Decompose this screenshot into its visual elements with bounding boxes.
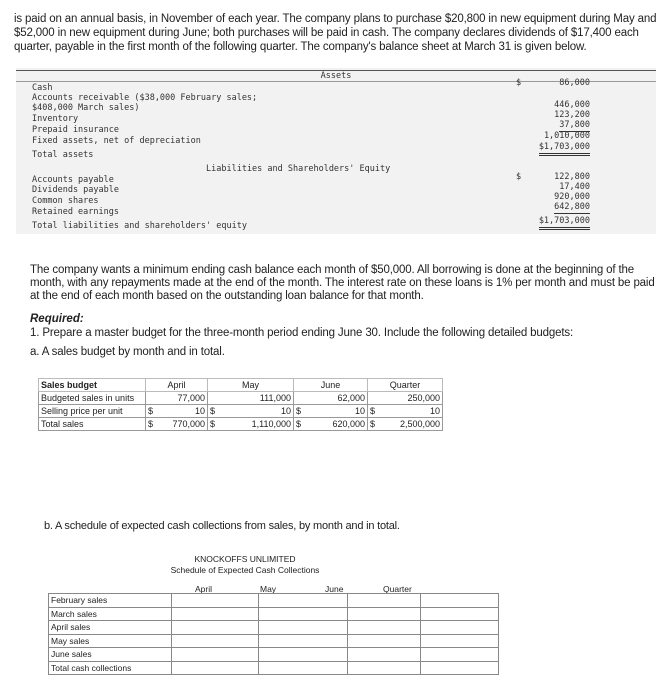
required-heading: Required: bbox=[30, 313, 84, 325]
liab-title: Liabilities and Shareholders' Equity bbox=[206, 164, 391, 174]
cc-col-may: May bbox=[260, 584, 277, 594]
sales-may: 1,110,000 bbox=[226, 418, 294, 431]
cell-input[interactable] bbox=[172, 594, 259, 608]
col-quarter: Quarter bbox=[368, 379, 443, 392]
cell-input[interactable] bbox=[421, 648, 499, 662]
cell-input[interactable] bbox=[259, 634, 348, 648]
sales-budget-table bbox=[38, 378, 443, 431]
col-june: June bbox=[294, 379, 368, 392]
price-june-input[interactable]: 10 bbox=[312, 405, 368, 418]
bs-fixed-amount: 1,010,000 bbox=[543, 131, 590, 141]
sales-quarter: 2,500,000 bbox=[386, 418, 443, 431]
cell-input[interactable] bbox=[348, 594, 421, 608]
cell-input[interactable] bbox=[259, 621, 348, 635]
table-row: April sales bbox=[49, 621, 499, 635]
collections-header bbox=[160, 554, 330, 576]
table-row bbox=[39, 392, 443, 405]
bs-total-liab-label: Total liabilities and shareholders' equity bbox=[32, 221, 247, 231]
sales-budget-title: Sales budget bbox=[39, 379, 146, 392]
cell-input[interactable] bbox=[421, 634, 499, 648]
units-may-input[interactable]: 111,000 bbox=[226, 392, 294, 405]
cc-col-april: April bbox=[195, 584, 213, 594]
col-april: April bbox=[146, 379, 208, 392]
bs-cash-dollar: $ bbox=[516, 78, 522, 88]
required-item-b: b. A schedule of expected cash collections from sales, by month and in total. bbox=[44, 520, 400, 532]
bs-prepaid-amount: 37,800 bbox=[559, 120, 590, 130]
bs-inventory-label: Inventory bbox=[32, 114, 79, 124]
cc-col-quarter: Quarter bbox=[383, 584, 412, 594]
table-row: Selling price per unit $ 10 $ 10 $ 10 $ 10 bbox=[39, 405, 443, 418]
cc-col-june: June bbox=[325, 584, 344, 594]
cell-input[interactable] bbox=[172, 621, 259, 635]
cell-input[interactable] bbox=[348, 621, 421, 635]
bs-retained-label: Retained earnings bbox=[32, 207, 119, 217]
bs-common-amount: 920,000 bbox=[554, 192, 590, 202]
cell-input[interactable] bbox=[421, 607, 499, 621]
bs-div-label: Dividends payable bbox=[32, 185, 119, 195]
bs-prepaid-label: Prepaid insurance bbox=[32, 125, 119, 135]
bs-ar-amount: 446,000 bbox=[554, 100, 590, 110]
table-row: February sales bbox=[49, 594, 499, 608]
bs-total-assets-amount: $1,703,000 bbox=[539, 142, 590, 156]
bs-total-assets-label: Total assets bbox=[32, 150, 94, 160]
table-row: March sales bbox=[49, 607, 499, 621]
bs-ap-dollar: $ bbox=[516, 172, 522, 182]
cell-input[interactable] bbox=[421, 661, 499, 675]
cell-input[interactable] bbox=[172, 661, 259, 675]
table-row: June sales bbox=[49, 648, 499, 662]
cell-input[interactable] bbox=[259, 607, 348, 621]
collections-table bbox=[48, 593, 499, 675]
bs-cash-amount: 86,000 bbox=[559, 78, 590, 88]
units-quarter: 250,000 bbox=[386, 392, 443, 405]
schedule-title: Schedule of Expected Cash Collections bbox=[170, 565, 320, 575]
bs-fixed-label: Fixed assets, net of depreciation bbox=[32, 136, 201, 146]
bs-cash-label: Cash bbox=[32, 83, 53, 93]
cell-input[interactable] bbox=[348, 607, 421, 621]
required-item-a: a. A sales budget by month and in total. bbox=[30, 346, 225, 358]
bs-common-label: Common shares bbox=[32, 196, 99, 206]
borrowing-paragraph: The company wants a minimum ending cash balance each month of $50,000. All borrowing is done at the beginning of the month, with any repayments made at the end of the month. The interest rate on these loans is 1% per month and must be paid at the end of each month based on the outstanding loan balance for that month. bbox=[30, 264, 655, 302]
bs-div-amount: 17,400 bbox=[559, 182, 590, 192]
cell-input[interactable] bbox=[348, 634, 421, 648]
table-row: Total sales $ 770,000 $ 1,110,000 $ 620,000 $ 2,500,000 bbox=[39, 418, 443, 431]
sales-june: 620,000 bbox=[312, 418, 368, 431]
bs-retained-amount: 642,800 bbox=[554, 202, 590, 212]
cell-input[interactable] bbox=[172, 648, 259, 662]
bs-ar-label-2: $408,000 March sales) bbox=[32, 103, 140, 113]
cell-input[interactable] bbox=[421, 621, 499, 635]
cell-input[interactable] bbox=[172, 607, 259, 621]
intro-text: is paid on an annual basis, in November of each year. The company plans to purchase $20,800 in new equipment during May and $52,000 in new equipment during June; both purchases will be paid in cash. The company declares dividends of $17,400 each quarter, payable in the first month of the following quarter. The company's balance sheet at March 31 is given below. bbox=[14, 13, 657, 53]
row-label: Selling price per unit bbox=[39, 405, 146, 418]
price-may-input[interactable]: 10 bbox=[226, 405, 294, 418]
units-april-input[interactable]: 77,000 bbox=[164, 392, 208, 405]
bs-ar-label: Accounts receivable ($38,000 February sales; bbox=[32, 93, 258, 103]
cell-input[interactable] bbox=[421, 594, 499, 608]
cell-input[interactable] bbox=[348, 648, 421, 662]
bs-ap-amount: 122,800 bbox=[554, 172, 590, 182]
bs-inventory-amount: 123,200 bbox=[554, 110, 590, 120]
table-row: Total cash collections bbox=[49, 661, 499, 675]
assets-title: Assets bbox=[16, 70, 656, 82]
table-row: May sales bbox=[49, 634, 499, 648]
bs-total-liab-amount: $1,703,000 bbox=[539, 216, 590, 230]
row-label: Total sales bbox=[39, 418, 146, 431]
cell-input[interactable] bbox=[172, 634, 259, 648]
cell-input[interactable] bbox=[348, 661, 421, 675]
required-item-1: 1. Prepare a master budget for the three-month period ending June 30. Include the following detailed budgets: bbox=[30, 327, 574, 339]
sales-april: 770,000 bbox=[164, 418, 208, 431]
col-may: May bbox=[208, 379, 294, 392]
price-quarter: 10 bbox=[386, 405, 443, 418]
cell-input[interactable] bbox=[259, 648, 348, 662]
company-name: KNOCKOFFS UNLIMITED bbox=[194, 554, 296, 564]
balance-sheet bbox=[16, 68, 656, 234]
cell-input[interactable] bbox=[259, 594, 348, 608]
bs-ap-label: Accounts payable bbox=[32, 175, 114, 185]
row-label: Budgeted sales in units bbox=[39, 392, 146, 405]
units-june-input[interactable]: 62,000 bbox=[312, 392, 368, 405]
cell-input[interactable] bbox=[259, 661, 348, 675]
price-april-input[interactable]: 10 bbox=[164, 405, 208, 418]
